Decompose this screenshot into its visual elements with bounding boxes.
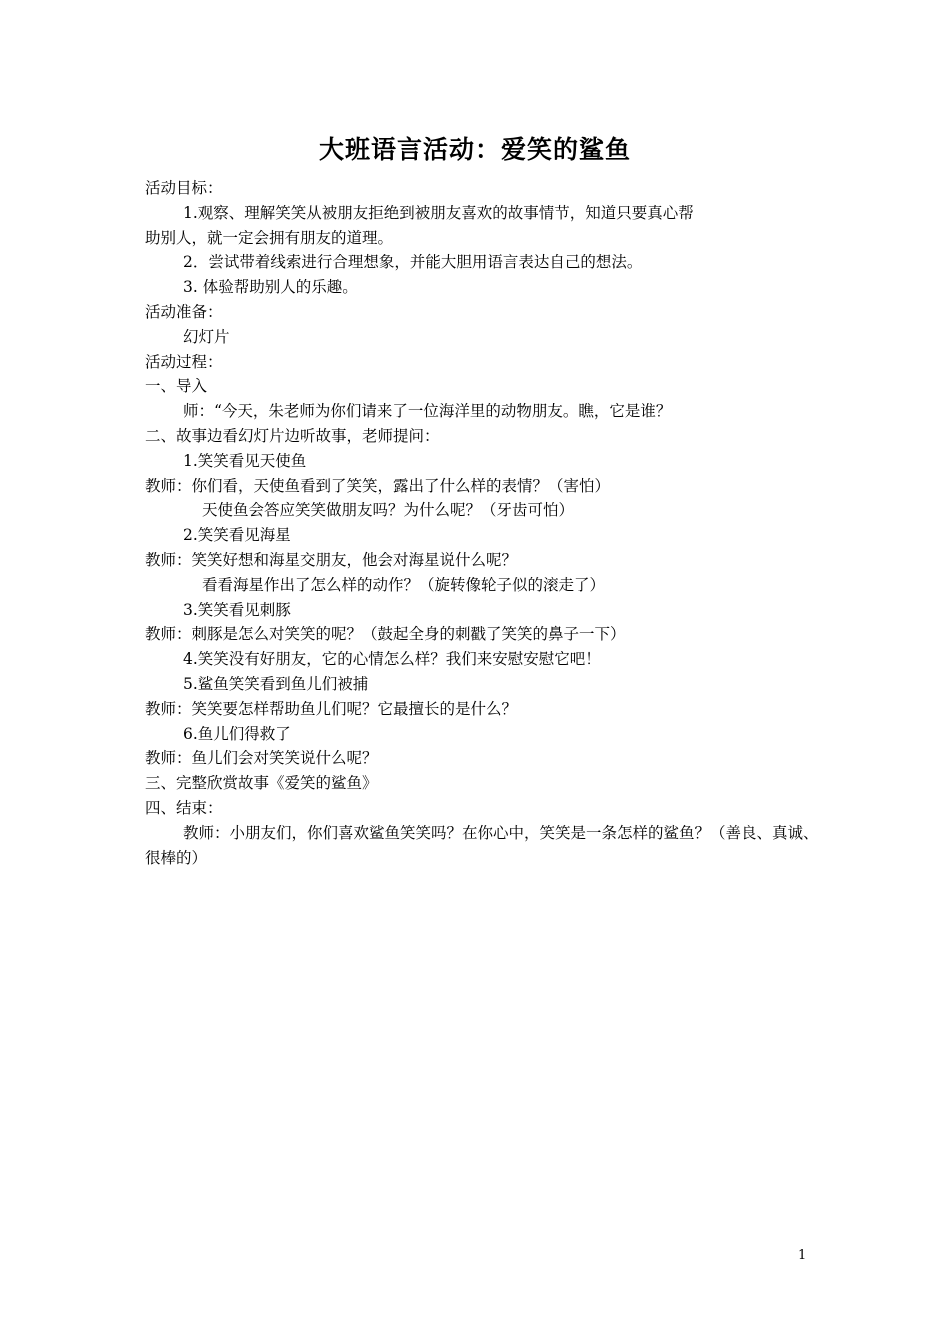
story-item-6: 6.鱼儿们得救了 — [183, 724, 291, 743]
document-body — [145, 176, 825, 870]
teacher-question: 教师：笑笑好想和海星交朋友，他会对海星说什么呢？ — [145, 550, 518, 569]
story-item-1: 1.笑笑看见天使鱼 — [183, 451, 307, 470]
goal-item-2: 2．尝试带着线索进行合理想象，并能大胆用语言表达自己的想法。 — [183, 253, 643, 272]
step-heading-appreciation: 三、完整欣赏故事《爱笑的鲨鱼》 — [145, 774, 378, 793]
teacher-question: 教师：笑笑要怎样帮助鱼儿们呢？它最擅长的是什么？ — [145, 699, 518, 718]
teacher-question: 教师：你们看，天使鱼看到了笑笑，露出了什么样的表情？（害怕） — [145, 476, 611, 495]
goal-item-1: 1.观察、理解笑笑从被朋友拒绝到被朋友喜欢的故事情节，知道只要真心帮 — [183, 203, 694, 222]
teacher-question: 教师：鱼儿们会对笑笑说什么呢？ — [145, 749, 378, 768]
step-heading-introduction: 一、导入 — [145, 377, 208, 396]
story-item-4: 4.笑笑没有好朋友，它的心情怎么样？我们来安慰安慰它吧！ — [183, 650, 601, 669]
document-title: 大班语言活动：爱笑的鲨鱼 — [318, 135, 631, 164]
step-heading-ending: 四、结束： — [145, 798, 223, 817]
teacher-question-continued: 天使鱼会答应笑笑做朋友吗？为什么呢？（牙齿可怕） — [202, 501, 575, 520]
step-heading-story: 二、故事边看幻灯片边听故事，老师提问： — [145, 426, 440, 445]
story-item-5: 5.鲨鱼笑笑看到鱼儿们被捕 — [183, 674, 369, 693]
goal-item-3: 3. 体验帮助别人的乐趣。 — [183, 278, 358, 297]
section-heading-goals: 活动目标： — [145, 179, 223, 197]
goal-item-1-continued: 助别人，就一定会拥有朋友的道理。 — [145, 228, 394, 247]
teacher-line: 师：“今天，朱老师为你们请来了一位海洋里的动物朋友。瞧，它是谁？ — [183, 402, 672, 421]
story-item-3: 3.笑笑看见刺豚 — [183, 600, 291, 619]
ending-teacher-line: 教师：小朋友们，你们喜欢鲨鱼笑笑吗？在你心中，笑笑是一条怎样的鲨鱼？（善良、真诚、很棒的） — [145, 823, 819, 867]
teacher-question-continued: 看看海星作出了怎么样的动作？（旋转像轮子似的滚走了） — [202, 575, 606, 594]
section-heading-preparation: 活动准备： — [145, 302, 223, 321]
story-item-2: 2.笑笑看见海星 — [183, 526, 291, 545]
teacher-question: 教师：刺豚是怎么对笑笑的呢？（鼓起全身的刺戳了笑笑的鼻子一下） — [145, 625, 626, 644]
section-heading-process: 活动过程： — [145, 352, 223, 371]
page-number: 1 — [798, 1248, 807, 1263]
preparation-item: 幻灯片 — [183, 327, 230, 346]
